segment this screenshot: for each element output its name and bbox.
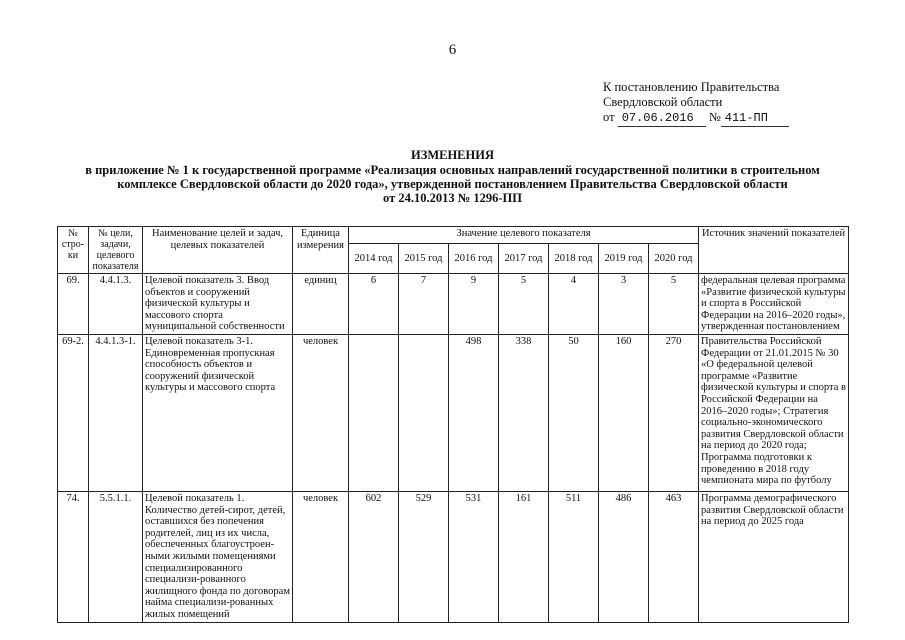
value-cell: 7 [399,274,449,335]
value-cell: 9 [449,274,499,335]
unit-cell: единиц [293,274,349,335]
header-year: 2018 год [549,243,599,273]
value-cell: 161 [499,491,549,622]
unit-cell: человек [293,334,349,491]
table-row [58,334,849,491]
title-line-1: в приложение № 1 к государственной программе «Реализация основных направлений государственной политики в строительном [85,163,820,177]
value-cell: 486 [599,491,649,622]
header-year: 2017 год [499,243,549,273]
row-number: 69. [58,274,89,335]
goal-number: 5.5.1.1. [89,491,143,622]
indicator-name: Целевой показатель 3-1. Единовременная пропускная способность объектов и сооружений физической культуры и массового спорта [143,334,293,491]
indicator-name: Целевой показатель 3. Ввод объектов и сооружений физической культуры и массового спорта муниципальной собственности [143,274,293,335]
goal-number: 4.4.1.3-1. [89,334,143,491]
indicators-table [57,226,849,623]
value-cell [399,334,449,491]
header-year: 2016 год [449,243,499,273]
reference-line-3 [603,110,863,127]
value-cell: 6 [349,274,399,335]
header-year: 2019 год [599,243,649,273]
value-cell: 5 [649,274,699,335]
value-cell: 498 [449,334,499,491]
reference-number-prefix: № [708,110,721,124]
header-source: Источник значений показателей [699,227,849,274]
value-cell: 4 [549,274,599,335]
header-year: 2014 год [349,243,399,273]
header-row-number: № стро-ки [58,227,89,274]
reference-date: 07.06.2016 [618,111,706,127]
reference-prefix: от [603,110,615,124]
title-line-2: комплексе Свердловской области до 2020 года», утвержденной постановлением Правительства Свердловской области [117,177,788,191]
value-cell: 3 [599,274,649,335]
value-cell: 529 [399,491,449,622]
header-name: Наименование целей и задач, целевых показателей [143,227,293,274]
document-heading: ИЗМЕНЕНИЯ [411,148,494,162]
table-row [58,274,849,335]
value-cell: 531 [449,491,499,622]
row-number: 74. [58,491,89,622]
header-year: 2020 год [649,243,699,273]
source-cell: Правительства Российской Федерации от 21.01.2015 № 30 «О федеральной целевой программе «Развитие физической культуры и спорта в Российской Федерации на 2016–2020 годы»; Стратегия социально-экономического развития Свердловской области на период до 2020 года; Программа подготовки к проведению в 2018 году чемпионата мира по футболу [699,334,849,491]
row-number: 69-2. [58,334,89,491]
value-cell: 50 [549,334,599,491]
value-cell: 338 [499,334,549,491]
header-goal-number: № цели, задачи, целевого показателя [89,227,143,274]
value-cell: 270 [649,334,699,491]
header-unit: Единица измерения [293,227,349,274]
header-values-group: Значение целевого показателя [349,227,699,244]
header-year: 2015 год [399,243,449,273]
reference-line-1: К постановлению Правительства [603,80,780,94]
table-row [58,491,849,622]
goal-number: 4.4.1.3. [89,274,143,335]
title-line-3: от 24.10.2013 № 1296-ПП [382,191,523,205]
page-number: 6 [448,42,457,58]
reference-number: 411-ПП [721,111,789,127]
source-cell: федеральная целевая программа «Развитие физической культуры и спорта в Российской Федерации на 2016–2020 годы», утвержденная постановлением [699,274,849,335]
unit-cell: человек [293,491,349,622]
indicator-name: Целевой показатель 1. Количество детей-сирот, детей, оставшихся без попечения родителей, лиц из их числа, обеспеченных благоустроен-ными жилыми помещениями специализированного специализи-рованного жилищного фонда по договорам найма специализи-рованных жилых помещений [143,491,293,622]
reference-line-2: Свердловской области [603,95,723,109]
document-reference [603,80,863,127]
value-cell: 602 [349,491,399,622]
value-cell: 160 [599,334,649,491]
value-cell: 463 [649,491,699,622]
source-cell: Программа демографического развития Свердловской области на период до 2025 года [699,491,849,622]
value-cell [349,334,399,491]
value-cell: 511 [549,491,599,622]
value-cell: 5 [499,274,549,335]
